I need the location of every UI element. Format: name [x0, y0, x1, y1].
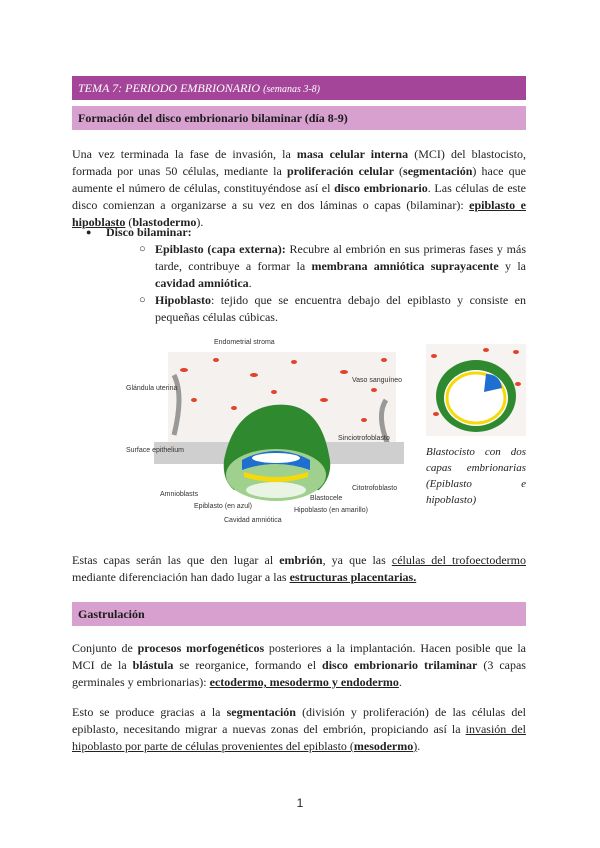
implantation-figure — [124, 330, 410, 530]
label-epi: Epiblasto (en azul) — [194, 503, 252, 510]
label-sincitio: Sinciotrofoblasto — [338, 435, 390, 442]
label-surface: Surface epithelium — [126, 447, 184, 454]
figure-caption: Blastocisto con dos capas embrionarias (Epiblasto e hipoblasto) — [426, 446, 526, 506]
topic-header — [72, 76, 526, 100]
paragraph-intro: Una vez terminada la fase de invasión, la masa celular interna (MCI) del blastocisto, formada por unas 50 células, mediante la proliferación celular (segmentación) hace que aumente el número de células, constituyéndose así el disco embrionario. Las células de este disco comienzan a organizarse a su vez en dos láminas o capas (bilaminar): epiblasto e hipoblasto (blastodermo). — [72, 147, 527, 229]
label-amnio: Amnioblasts — [160, 491, 199, 498]
topic-title: TEMA 7: PERIODO EMBRIONARIO — [78, 81, 261, 95]
section-title: Gastrulación — [78, 607, 145, 621]
label-vessel: Vaso sanguíneo — [352, 377, 403, 384]
section-header-gastrulacion — [72, 602, 526, 626]
topic-weeks: (semanas 3-8) — [263, 84, 321, 95]
label-cito: Citotrofoblasto — [352, 485, 398, 492]
list-item — [72, 224, 526, 326]
paragraph-gastrulacion: Conjunto de procesos morfogenéticos posteriores a la implantación. Hacen posible que la MCI de la blástula se reorganice, formando el disco embrionario trilaminar (3 capas germinales y embrionarias): ectodermo, mesodermo y endodermo. — [72, 641, 527, 689]
bullet-list — [72, 224, 526, 326]
blastocyst-figure — [426, 344, 526, 436]
label-gland: Glándula uterina — [126, 385, 178, 392]
list-item-hipoblasto: ○ Hipoblasto: tejido que se encuentra debajo del epiblasto y consiste en pequeñas células cúbicas. — [106, 292, 526, 326]
section-title: Formación del disco embrionario bilaminar (día 8-9) — [78, 111, 348, 125]
label-hipo: Hipoblasto (en amarillo) — [294, 507, 368, 514]
bullet-title: Disco bilaminar: — [106, 225, 192, 239]
label-stroma: Endometrial stroma — [214, 339, 275, 346]
label-cavity: Cavidad amniótica — [224, 517, 282, 524]
paragraph-segmentacion: Esto se produce gracias a la segmentación (división y proliferación) de las células del epiblasto, necesitando migrar a nuevas zonas del embrión, propiciando así la invasión del hipoblasto por parte de células provenientes del epiblasto (mesodermo). — [72, 705, 527, 753]
page-number: 1 — [296, 796, 304, 810]
paragraph-layers: Estas capas serán las que den lugar al embrión, ya que las células del trofoectodermo mediante diferenciación han dado lugar a las estructuras placentarias. — [72, 553, 526, 584]
list-item-epiblasto: ○ Epiblasto (capa externa): Recubre al embrión en sus primeras fases y más tarde, contribuye a formar la membrana amniótica suprayacente y la cavidad amniótica. — [106, 241, 526, 292]
section-header-bilaminar — [72, 106, 526, 130]
label-blasto: Blastocele — [310, 495, 343, 502]
